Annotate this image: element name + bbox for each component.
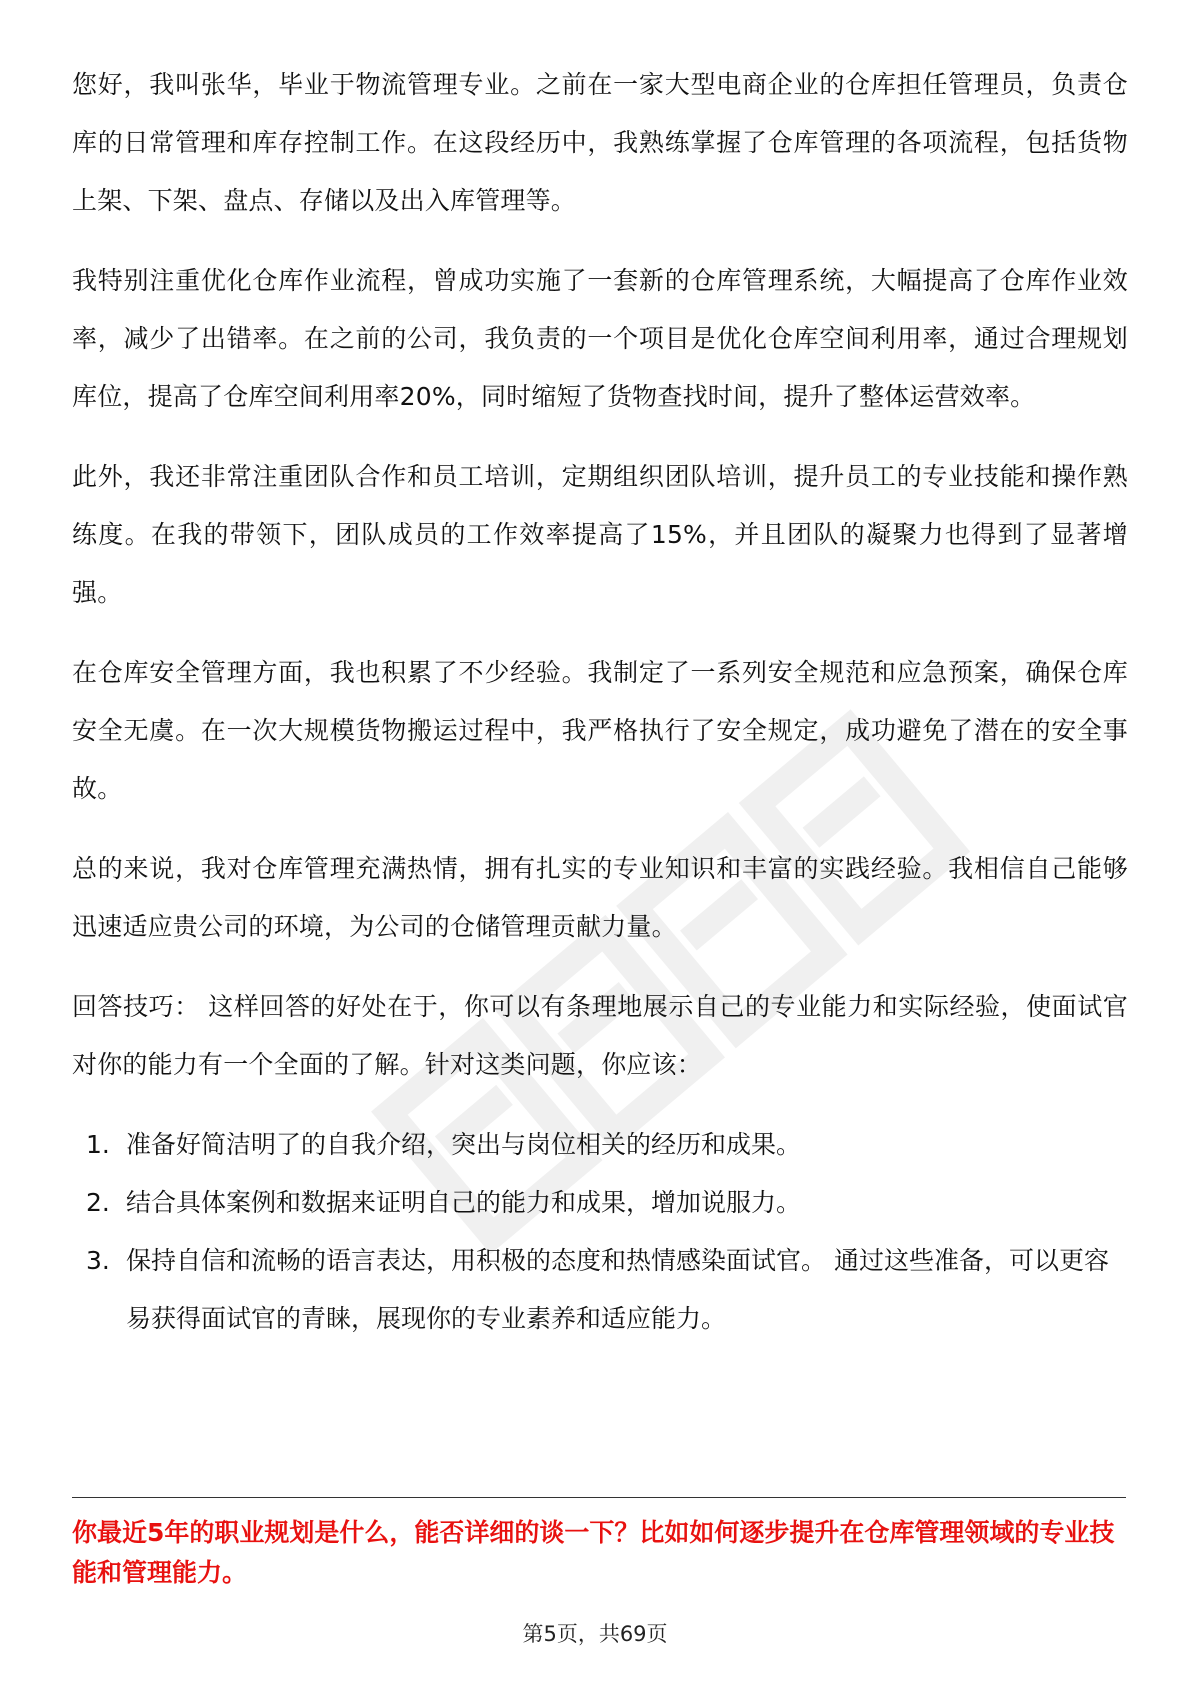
- list-item-text: 保持自信和流畅的语言表达，用积极的态度和热情感染面试官。 通过这些准备，可以更容易获得面试官的青睐，展现你的专业素养和适应能力。: [126, 1246, 1109, 1333]
- paragraph-summary: 总的来说，我对仓库管理充满热情，拥有扎实的专业知识和丰富的实践经验。我相信自己能够迅速适应贵公司的环境，为公司的仓储管理贡献力量。: [72, 854, 1128, 941]
- next-question-heading: 你最近5年的职业规划是什么，能否详细的谈一下？比如如何逐步提升在仓库管理领域的专业技能和管理能力。: [72, 1518, 1115, 1587]
- paragraph-team-training: 此外，我还非常注重团队合作和员工培训，定期组织团队培训，提升员工的专业技能和操作熟练度。在我的带领下，团队成员的工作效率提高了15%，并且团队的凝聚力也得到了显著增强。: [72, 462, 1128, 607]
- tips-list: [72, 1116, 1128, 1348]
- list-item: [72, 1232, 1128, 1348]
- list-item: [72, 1116, 1128, 1174]
- list-item-number: 1.: [86, 1130, 110, 1159]
- list-item-number: 3.: [86, 1246, 110, 1275]
- section-divider: [72, 1497, 1126, 1498]
- list-item-text: 结合具体案例和数据来证明自己的能力和成果，增加说服力。: [126, 1188, 802, 1217]
- answer-body: [72, 56, 1128, 1348]
- paragraph-answer-tips: 回答技巧： 这样回答的好处在于，你可以有条理地展示自己的专业能力和实际经验，使面试官对你的能力有一个全面的了解。针对这类问题，你应该：: [72, 992, 1128, 1079]
- paragraph-process-optimization: 我特别注重优化仓库作业流程，曾成功实施了一套新的仓库管理系统，大幅提高了仓库作业效率，减少了出错率。在之前的公司，我负责的一个项目是优化仓库空间利用率，通过合理规划库位，提高了仓库空间利用率20%，同时缩短了货物查找时间，提升了整体运营效率。: [72, 266, 1128, 411]
- list-item-text: 准备好简洁明了的自我介绍，突出与岗位相关的经历和成果。: [126, 1130, 802, 1159]
- paragraph-intro: 您好，我叫张华，毕业于物流管理专业。之前在一家大型电商企业的仓库担任管理员，负责仓库的日常管理和库存控制工作。在这段经历中，我熟练掌握了仓库管理的各项流程，包括货物上架、下架、盘点、存储以及出入库管理等。: [72, 70, 1128, 215]
- list-item-number: 2.: [86, 1188, 110, 1217]
- page-footer: 第5页，共69页: [522, 1622, 668, 1646]
- paragraph-safety-management: 在仓库安全管理方面，我也积累了不少经验。我制定了一系列安全规范和应急预案，确保仓库安全无虞。在一次大规模货物搬运过程中，我严格执行了安全规定，成功避免了潜在的安全事故。: [72, 658, 1128, 803]
- list-item: [72, 1174, 1128, 1232]
